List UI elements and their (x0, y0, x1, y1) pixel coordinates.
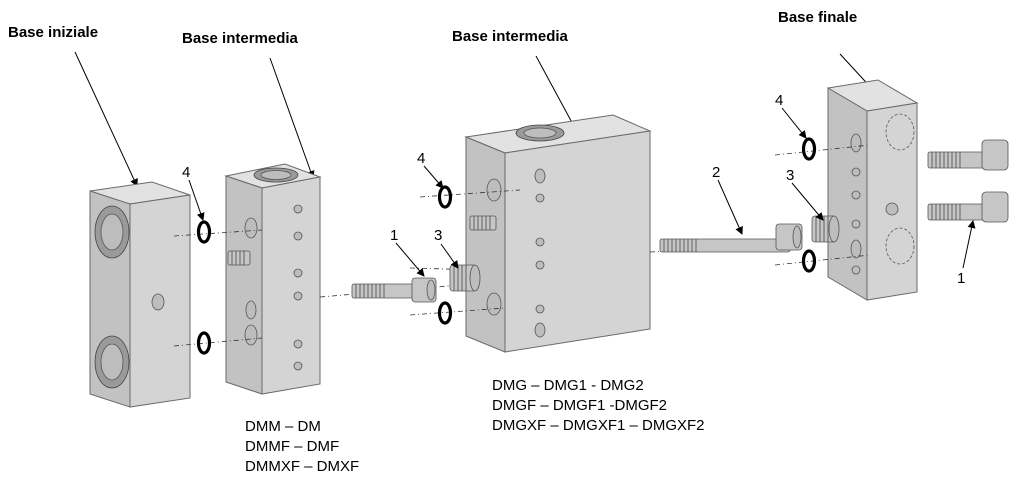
codes-dm-line-1: DMM – DM (245, 418, 321, 435)
o-ring-4 (440, 303, 451, 323)
part-number-3-middle: 3 (434, 227, 443, 244)
block-base-iniziale (90, 182, 190, 407)
label-base-intermedia-2: Base intermedia (452, 28, 568, 45)
screw-part-1-middle (352, 278, 436, 302)
leader-base-iniziale (75, 52, 137, 186)
leader-base-intermedia-2 (536, 56, 576, 130)
part-number-4-left: 4 (182, 164, 191, 181)
part-number-1-middle: 1 (390, 227, 399, 244)
o-ring-5 (804, 139, 815, 159)
codes-dm-line-2: DMMF – DMF (245, 438, 340, 455)
part-number-4-middle: 4 (417, 150, 426, 167)
label-base-intermedia-1: Base intermedia (182, 30, 298, 47)
leader-base-intermedia-1 (270, 58, 313, 178)
coupling-part-3-middle (450, 265, 480, 291)
o-ring-3 (440, 187, 451, 207)
codes-dm-line-3: DMMXF – DMXF (245, 458, 360, 475)
label-base-finale: Base finale (778, 9, 858, 26)
part-number-1-right: 1 (957, 270, 966, 287)
screws-part-1-right (928, 140, 1008, 222)
block-base-intermedia-large (466, 115, 650, 352)
part-number-2: 2 (712, 164, 721, 181)
o-ring-2 (199, 333, 210, 353)
part-number-4-right: 4 (775, 92, 784, 109)
block-base-finale (828, 80, 917, 300)
rod-part-2 (660, 224, 802, 252)
part-number-3-right: 3 (786, 167, 795, 184)
label-base-iniziale: Base iniziale (8, 24, 99, 41)
block-base-intermedia-small (226, 164, 320, 394)
o-ring-1 (199, 222, 210, 242)
codes-dmg-line-1: DMG – DMG1 - DMG2 (492, 377, 644, 394)
coupling-part-3-right (812, 216, 839, 242)
codes-dmg-line-2: DMGF – DMGF1 -DMGF2 (492, 397, 667, 414)
codes-dmg-line-3: DMGXF – DMGXF1 – DMGXF2 (492, 417, 705, 434)
